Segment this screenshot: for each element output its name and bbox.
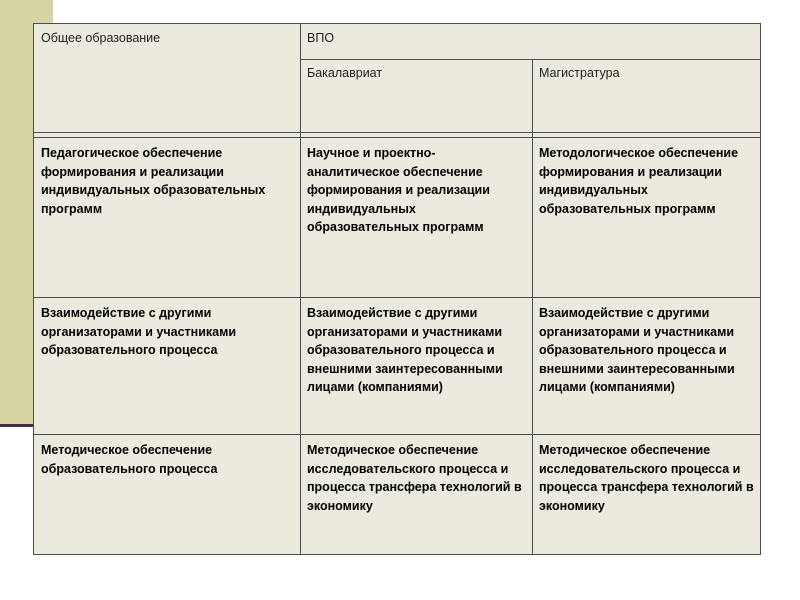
- row-divider-1: [34, 132, 761, 133]
- row-2-bachelor: Взаимодействие с другими организаторами и участниками образовательного процесса и внешними заинтересованными лицами (компаниями): [307, 306, 503, 394]
- row-1-general: Педагогическое обеспечение формирования и реализации индивидуальных образовательных программ: [41, 146, 266, 216]
- row-1-bachelor: Научное и проектно-аналитическое обеспечение формирования и реализации индивидуальных образовательных программ: [307, 146, 490, 234]
- header-vpo: ВПО: [307, 31, 335, 45]
- row-2-master: Взаимодействие с другими организаторами и участниками образовательного процесса и внешними заинтересованными лицами (компаниями): [539, 306, 735, 394]
- row-3-general: Методическое обеспечение образовательного процесса: [41, 443, 218, 476]
- row-2-general: Взаимодействие с другими организаторами и участниками образовательного процесса: [41, 306, 237, 357]
- header-bachelor: Бакалавриат: [307, 66, 383, 80]
- row-1-master: Методологическое обеспечение формирования и реализации индивидуальных образовательных программ: [539, 146, 739, 216]
- row-3-master: Методическое обеспечение исследовательского процесса и процесса трансфера технологий в экономику: [539, 443, 754, 513]
- header-general-education: Общее образование: [41, 31, 161, 45]
- comparison-table: [33, 23, 761, 555]
- row-3-bachelor: Методическое обеспечение исследовательского процесса и процесса трансфера технологий в экономику: [307, 443, 522, 513]
- header-master: Магистратура: [539, 66, 620, 80]
